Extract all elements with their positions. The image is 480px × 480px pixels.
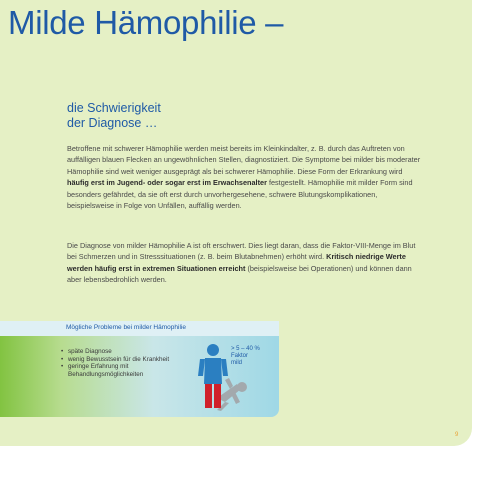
paragraph-1-bold: häufig erst im Jugend- oder sogar erst im Erwachsenalter [67,178,267,188]
paragraph-2-text-end: (beispielsweise bei Operationen) und können dann aber lebensbedrohlich werden. [67,263,412,285]
paragraph-2-text-start: Die Diagnose von milder Hämophilie A ist oft erschwert. Dies liegt daran, dass die Faktor-VIII-Menge im Blut bei Schmerzen und in Stresssituationen (z. B. beim Blutabnehmen) erhöht wird. [67,241,416,262]
list-item: • späte Diagnose [60,348,200,356]
list-item: • wenig Bewusstsein für die Krankheit [60,356,200,364]
paragraph-1-text-end: festgestellt. Hämophilie mit milder Form sind besonders gefährdet, da sie oft erst durch unvorhergesehene, schwere Blutungskomplikationen, beispielsweise in Folge von Unfällen, auffällig werden. [67,178,413,211]
subtitle-line-1: die Schwierigkeit [67,101,161,115]
list-item: • geringe Erfahrung mit Behandlungsmöglichkeiten [60,363,200,378]
page-title: Milde Hämophilie – [8,4,284,41]
factor-stat-range: > 5 – 40 % [231,346,260,352]
paragraph-1-text-start: Betroffene mit schwerer Hämophilie werden meist bereits im Kleinkindalter, z. B. durch das Auftreten von auffälligen blauen Flecken an ungewöhnlichen Stellen, diagnostiziert. Die Symptome bei milder bis moderater Hämophilie sind weit weniger ausgeprägt als bei schwerer Hämophilie. Diese Form der Erkrankung wird [67,144,421,176]
problem-list [60,348,200,378]
info-box-header [0,321,279,336]
hemophilia-figure-illustration [195,340,255,412]
page-number: 9 [455,432,459,438]
paragraph-1 [67,143,422,211]
factor-stat-severity: mild [231,360,243,366]
subtitle-line-2: der Diagnose … [67,116,158,130]
paragraph-2-bold: Kritisch niedrige Werte werden häufig erst in extremen Situationen erreicht [67,252,406,273]
info-box-title: Mögliche Probleme bei milder Hämophilie [66,324,186,331]
factor-stat-label: Faktor [231,353,249,359]
paragraph-2 [67,240,422,286]
subtitle [67,101,161,131]
